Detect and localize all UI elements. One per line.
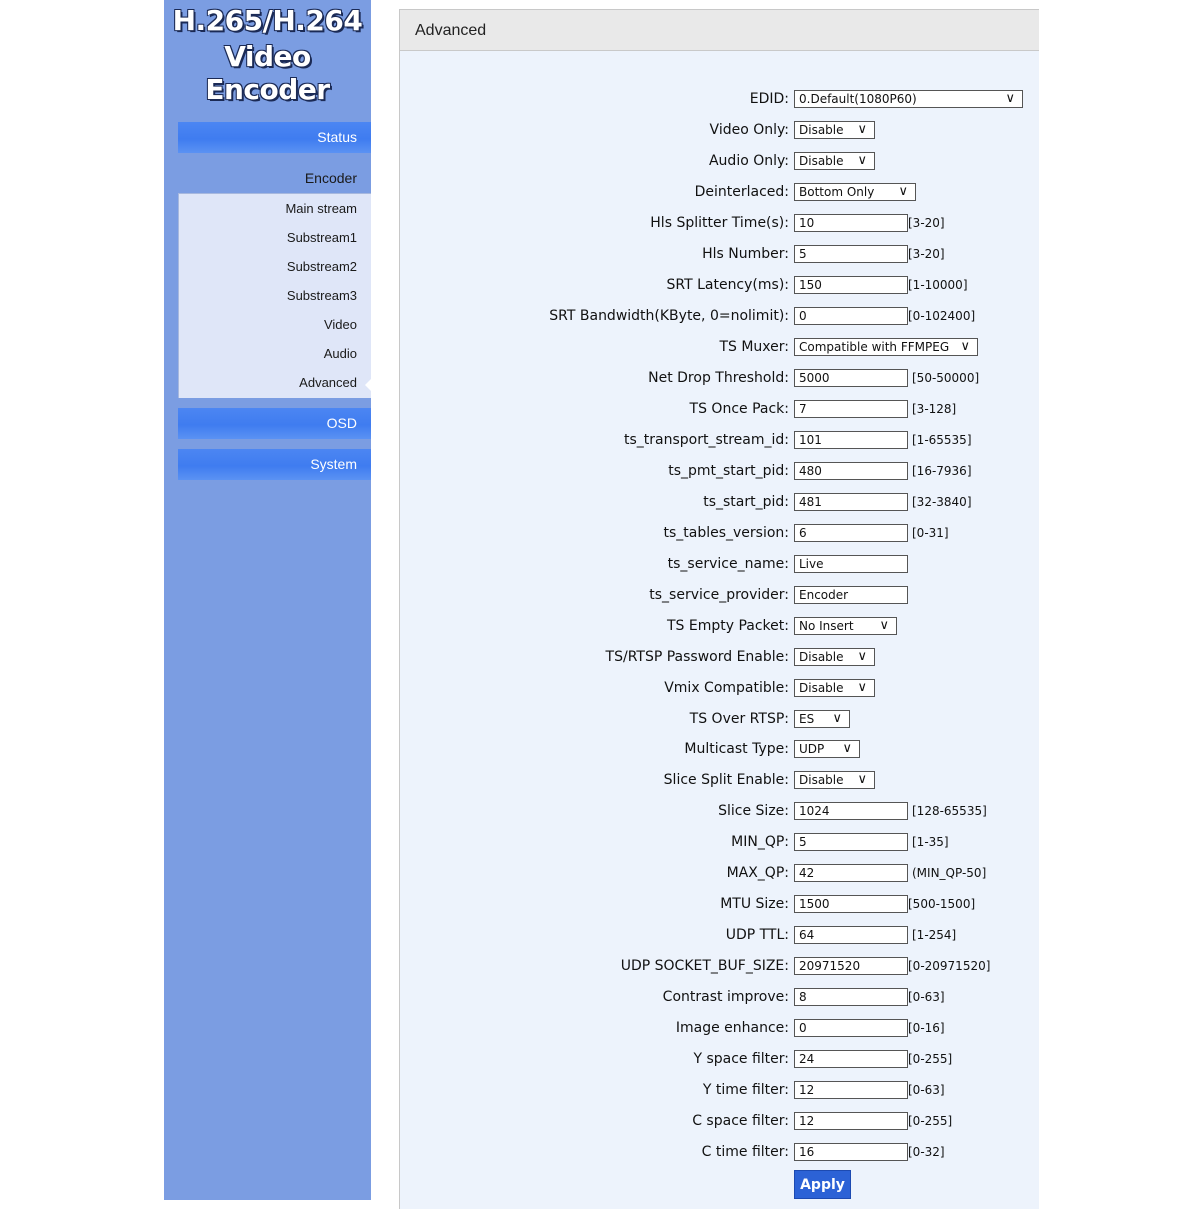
ts-tables-version-label: ts_tables_version: (663, 525, 789, 541)
ts-tables-version-range: [0-31] (912, 526, 949, 540)
row-video-only (399, 120, 1039, 140)
nav-encoder-heading[interactable]: Encoder (304, 170, 357, 186)
row-image-enhance (399, 1018, 1039, 1038)
ts-transport-stream-id-input[interactable]: 101 (794, 431, 908, 449)
nav-item-main-stream[interactable]: Main stream (285, 201, 357, 216)
udp-ttl-label: UDP TTL: (725, 927, 789, 943)
chevron-down-icon: ∨ (857, 680, 867, 695)
row-min-qp (399, 832, 1039, 852)
row-slice-size (399, 801, 1039, 821)
row-max-qp (399, 863, 1039, 883)
ts-once-pack-label: TS Once Pack: (689, 401, 789, 417)
net-drop-threshold-range: [50-50000] (912, 371, 980, 385)
hls-number-input[interactable]: 5 (794, 245, 908, 263)
mtu-size-range: [500-1500] (908, 897, 976, 911)
srt-bandwidth-label: SRT Bandwidth(KByte, 0=nolimit): (549, 308, 789, 324)
chevron-down-icon: ∨ (857, 772, 867, 787)
ts-empty-packet-select[interactable] (794, 617, 897, 635)
row-c-space-filter (399, 1111, 1039, 1131)
encoder-submenu (178, 193, 371, 398)
row-ts-start-pid (399, 492, 1039, 512)
c-time-filter-range: [0-32] (908, 1145, 945, 1159)
ts-once-pack-input[interactable]: 7 (794, 400, 908, 418)
ts-service-provider-input[interactable]: Encoder (794, 586, 908, 604)
nav-osd-button[interactable]: OSD (178, 408, 371, 439)
ts-empty-packet-value: No Insert (799, 619, 854, 633)
udp-socket-buf-size-range: [0-20971520] (908, 959, 991, 973)
nav-system-button[interactable]: System (178, 449, 371, 480)
max-qp-label: MAX_QP: (726, 865, 789, 881)
row-c-time-filter (399, 1142, 1039, 1162)
panel-header (400, 10, 1039, 51)
chevron-down-icon: ∨ (857, 153, 867, 168)
ts-service-provider-label: ts_service_provider: (649, 587, 789, 603)
y-space-filter-label: Y space filter: (693, 1051, 789, 1067)
ts-rtsp-password-label: TS/RTSP Password Enable: (605, 649, 789, 665)
ts-start-pid-label: ts_start_pid: (703, 494, 789, 510)
video-only-value: Disable (799, 123, 844, 137)
row-hls-number (399, 244, 1039, 264)
min-qp-label: MIN_QP: (731, 834, 789, 850)
row-y-time-filter (399, 1080, 1039, 1100)
ts-transport-stream-id-range: [1-65535] (912, 433, 972, 447)
c-space-filter-label: C space filter: (692, 1113, 789, 1129)
slice-size-label: Slice Size: (718, 803, 789, 819)
ts-tables-version-input[interactable]: 6 (794, 524, 908, 542)
hls-splitter-time-range: [3-20] (908, 216, 945, 230)
mtu-size-input[interactable]: 1500 (794, 895, 908, 913)
max-qp-range: (MIN_QP-50] (912, 866, 987, 880)
chevron-down-icon: ∨ (857, 122, 867, 137)
ts-start-pid-range: [32-3840] (912, 495, 972, 509)
contrast-improve-input[interactable]: 8 (794, 988, 908, 1006)
row-multicast-type (399, 739, 1039, 759)
row-ts-service-name (399, 554, 1039, 574)
ts-over-rtsp-select[interactable] (794, 710, 850, 728)
ts-muxer-label: TS Muxer: (719, 339, 789, 355)
row-srt-latency (399, 275, 1039, 295)
ts-transport-stream-id-label: ts_transport_stream_id: (623, 432, 789, 448)
min-qp-input[interactable]: 5 (794, 833, 908, 851)
edid-value: 0.Default(1080P60) (799, 92, 917, 106)
audio-only-label: Audio Only: (708, 153, 789, 169)
ts-over-rtsp-label: TS Over RTSP: (689, 711, 789, 727)
row-y-space-filter (399, 1049, 1039, 1069)
row-audio-only (399, 151, 1039, 171)
ts-rtsp-password-select[interactable] (794, 648, 875, 666)
row-ts-over-rtsp (399, 709, 1039, 729)
row-contrast-improve (399, 987, 1039, 1007)
ts-pmt-start-pid-input[interactable]: 480 (794, 462, 908, 480)
deinterlaced-select[interactable] (794, 183, 916, 201)
srt-latency-input[interactable]: 150 (794, 276, 908, 294)
row-net-drop-threshold (399, 368, 1039, 388)
y-time-filter-input[interactable]: 12 (794, 1081, 908, 1099)
page-title: Advanced (415, 22, 487, 39)
ts-empty-packet-label: TS Empty Packet: (666, 618, 789, 634)
nav-item-substream3[interactable]: Substream3 (286, 288, 357, 303)
chevron-down-icon: ∨ (1005, 91, 1015, 106)
udp-ttl-range: [1-254] (912, 928, 957, 942)
ts-service-name-label: ts_service_name: (667, 556, 789, 572)
row-mtu-size (399, 894, 1039, 914)
y-time-filter-label: Y time filter: (702, 1082, 789, 1098)
slice-size-range: [128-65535] (912, 804, 987, 818)
ts-muxer-value: Compatible with FFMPEG (799, 340, 950, 354)
y-space-filter-range: [0-255] (908, 1052, 953, 1066)
nav-status-button[interactable]: Status (178, 122, 371, 153)
multicast-type-select[interactable] (794, 740, 860, 758)
image-enhance-label: Image enhance: (675, 1020, 789, 1036)
row-edid (399, 89, 1039, 109)
y-time-filter-range: [0-63] (908, 1083, 945, 1097)
chevron-down-icon: ∨ (832, 711, 842, 726)
multicast-type-label: Multicast Type: (684, 741, 789, 757)
vmix-compatible-value: Disable (799, 681, 844, 695)
ts-over-rtsp-value: ES (799, 712, 815, 726)
logo-title-line2: Video Encoder (205, 40, 330, 106)
audio-only-select[interactable] (794, 152, 875, 170)
image-enhance-range: [0-16] (908, 1021, 945, 1035)
c-space-filter-range: [0-255] (908, 1114, 953, 1128)
row-ts-muxer (399, 337, 1039, 357)
apply-button[interactable]: Apply (794, 1170, 851, 1199)
slice-split-enable-select[interactable] (794, 771, 875, 789)
hls-number-range: [3-20] (908, 247, 945, 261)
edid-label: EDID: (749, 91, 789, 107)
slice-split-enable-value: Disable (799, 773, 844, 787)
logo-title-line1: H.265/H.264 (172, 4, 363, 37)
srt-bandwidth-range: [0-102400] (908, 309, 976, 323)
video-only-label: Video Only: (709, 122, 789, 138)
ts-pmt-start-pid-range: [16-7936] (912, 464, 972, 478)
c-space-filter-input[interactable]: 12 (794, 1112, 908, 1130)
row-deinterlaced (399, 182, 1039, 202)
row-hls-splitter-time (399, 213, 1039, 233)
ts-muxer-select[interactable] (794, 338, 978, 356)
row-ts-rtsp-password (399, 647, 1039, 667)
row-slice-split-enable (399, 770, 1039, 790)
vmix-compatible-label: Vmix Compatible: (664, 680, 789, 696)
sidebar (164, 0, 371, 1200)
srt-latency-range: [1-10000] (908, 278, 968, 292)
ts-rtsp-password-value: Disable (799, 650, 844, 664)
row-udp-socket-buf-size (399, 956, 1039, 976)
row-ts-once-pack (399, 399, 1039, 419)
chevron-down-icon: ∨ (960, 339, 970, 354)
chevron-down-icon: ∨ (857, 649, 867, 664)
row-ts-tables-version (399, 523, 1039, 543)
video-only-select[interactable] (794, 121, 875, 139)
ts-pmt-start-pid-label: ts_pmt_start_pid: (668, 463, 789, 479)
active-item-pointer-icon (365, 378, 372, 392)
ts-start-pid-input[interactable]: 481 (794, 493, 908, 511)
ts-service-name-input[interactable]: Live (794, 555, 908, 573)
chevron-down-icon: ∨ (898, 184, 908, 199)
max-qp-input[interactable]: 42 (794, 864, 908, 882)
hls-splitter-time-input[interactable]: 10 (794, 214, 908, 232)
y-space-filter-input[interactable]: 24 (794, 1050, 908, 1068)
row-ts-service-provider (399, 585, 1039, 605)
hls-number-label: Hls Number: (702, 246, 789, 262)
edid-select[interactable] (794, 90, 1023, 108)
chevron-down-icon: ∨ (879, 618, 889, 633)
row-ts-empty-packet (399, 616, 1039, 636)
udp-ttl-input[interactable]: 64 (794, 926, 908, 944)
deinterlaced-label: Deinterlaced: (694, 184, 789, 200)
row-udp-ttl (399, 925, 1039, 945)
mtu-size-label: MTU Size: (720, 896, 789, 912)
c-time-filter-input[interactable]: 16 (794, 1143, 908, 1161)
image-enhance-input[interactable]: 0 (794, 1019, 908, 1037)
c-time-filter-label: C time filter: (701, 1144, 789, 1160)
nav-item-audio[interactable]: Audio (323, 346, 357, 361)
srt-bandwidth-input[interactable]: 0 (794, 307, 908, 325)
row-ts-pmt-start-pid (399, 461, 1039, 481)
slice-size-input[interactable]: 1024 (794, 802, 908, 820)
audio-only-value: Disable (799, 154, 844, 168)
nav-item-advanced[interactable]: Advanced (299, 375, 357, 390)
hls-splitter-time-label: Hls Splitter Time(s): (650, 215, 789, 231)
chevron-down-icon: ∨ (842, 741, 852, 756)
multicast-type-value: UDP (799, 742, 825, 756)
net-drop-threshold-input[interactable]: 5000 (794, 369, 908, 387)
vmix-compatible-select[interactable] (794, 679, 875, 697)
nav-item-substream2[interactable]: Substream2 (286, 259, 357, 274)
net-drop-threshold-label: Net Drop Threshold: (648, 370, 789, 386)
srt-latency-label: SRT Latency(ms): (666, 277, 789, 293)
udp-socket-buf-size-input[interactable]: 20971520 (794, 957, 908, 975)
ts-once-pack-range: [3-128] (912, 402, 957, 416)
contrast-improve-label: Contrast improve: (662, 989, 789, 1005)
row-srt-bandwidth (399, 306, 1039, 326)
nav-item-video[interactable]: Video (323, 317, 357, 332)
deinterlaced-value: Bottom Only (799, 185, 875, 199)
slice-split-enable-label: Slice Split Enable: (663, 772, 789, 788)
contrast-improve-range: [0-63] (908, 990, 945, 1004)
min-qp-range: [1-35] (912, 835, 949, 849)
row-vmix-compatible (399, 678, 1039, 698)
nav-item-substream1[interactable]: Substream1 (286, 230, 357, 245)
udp-socket-buf-size-label: UDP SOCKET_BUF_SIZE: (620, 958, 789, 974)
row-ts-transport-stream-id (399, 430, 1039, 450)
